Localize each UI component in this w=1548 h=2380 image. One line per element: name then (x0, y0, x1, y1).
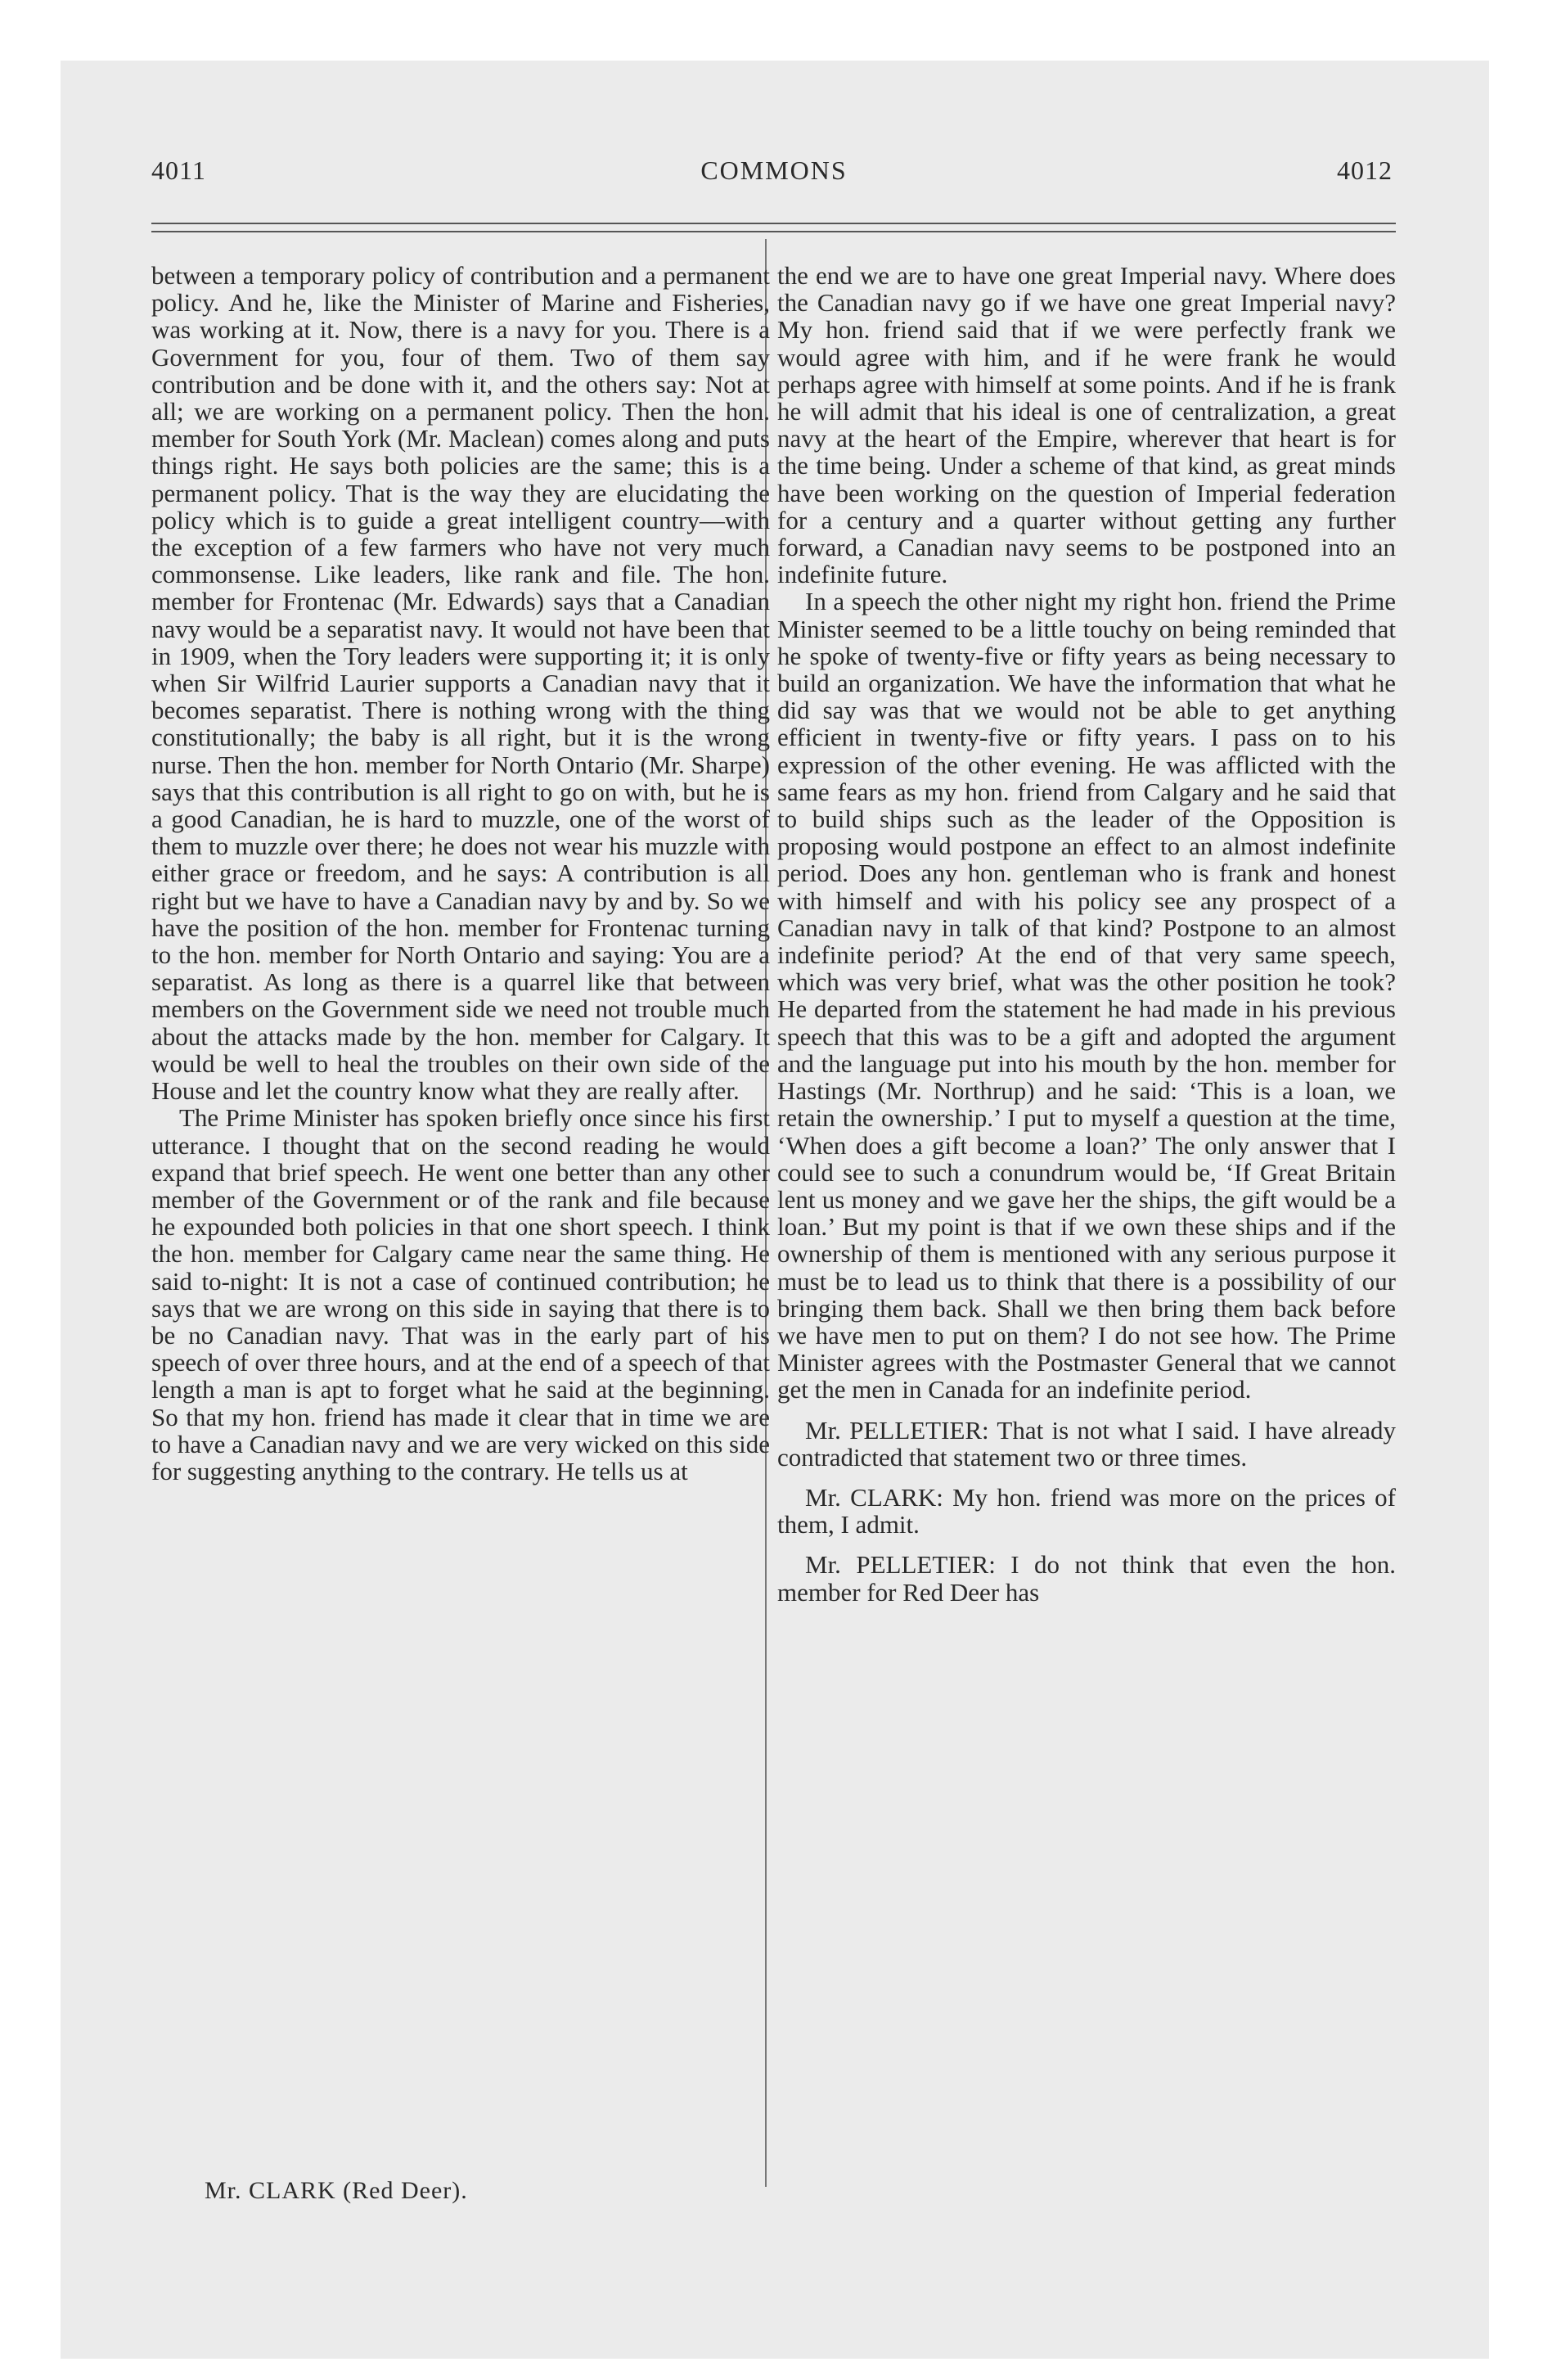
header-rule-bottom (151, 231, 1396, 232)
left-column (151, 262, 770, 1485)
speech-clark: Mr. CLARK: My hon. friend was more on the prices of them, I admit. (777, 1482, 1396, 1539)
speech-pelletier-1: Mr. PELLETIER: That is not what I said. I have already contradicted that statement two or three times. (777, 1415, 1396, 1472)
speech-pelletier-2: Mr. PELLETIER: I do not think that even the hon. member for Red Deer has (777, 1550, 1396, 1607)
right-paragraph-1: the end we are to have one great Imperial navy. Where does the Canadian navy go if we have one great Imperial navy? My hon. friend said that if we were perfectly frank we would agree with him, and if he were frank he would perhaps agree with himself at some points. And if he is frank he will admit that his ideal is one of centralization, a great navy at the heart of the Empire, wherever that heart is for the time being. Under a scheme of that kind, as great minds have been working on the question of Imperial federation for a century and a quarter without getting any further forward, a Canadian navy seems to be postponed into an indefinite future. (777, 261, 1396, 589)
running-head-title: COMMONS (700, 156, 848, 185)
right-column (777, 262, 1396, 1606)
left-page-number: 4011 (151, 156, 206, 185)
left-paragraph-2: The Prime Minister has spoken briefly once since his first utterance. I thought that on the second reading he would expand that brief speech. He went one better than any other member of the Government or of the rank and file because he expounded both policies in that one short speech. I think the hon. member for Calgary came near the same thing. He said to-night: It is not a case of continued contribution; he says that we are wrong on this side in saying that there is to be no Canadian navy. That was in the early part of his speech of over three hours, and at the end of a speech of that length a man is apt to forget what he said at the beginning. So that my hon. friend has made it clear that in time we are to have a Canadian navy and we are very wicked on this side for suggesting anything to the contrary. He tells us at (151, 1103, 770, 1485)
page-footer-speaker: Mr. CLARK (Red Deer). (205, 2177, 468, 2204)
right-page-number: 4012 (1337, 156, 1393, 185)
right-paragraph-2: In a speech the other night my right hon. friend the Prime Minister seemed to be a little touchy on being reminded that he spoke of twenty-five or fifty years as being necessary to build an organization. We have the information that what he did say was that we would not be able to get anything efficient in twenty-five or fifty years. I pass on to his expression of the other evening. He was afflicted with the same fears as my hon. friend from Calgary and he said that to build ships such as the leader of the Opposition is proposing would postpone an effect to an almost indefinite period. Does any hon. gentleman who is frank and honest with himself and with his policy see any prospect of a Canadian navy in talk of that kind? Postpone to an almost indefinite period? At the end of that very same speech, which was very brief, what was the other position he took? He departed from the statement he had made in his previous speech that this was to be a gift and adopted the argument and the language put into his mouth by the hon. member for Hastings (Mr. Northrup) and he said: ‘This is a loan, we retain the ownership.’ I put to myself a question at the time, ‘When does a gift become a loan?’ The only answer that I could see to such a conundrum would be, ‘If Great Britain lent us money and we gave her the ships, the gift would be a loan.’ But my point is that if we own these ships and if the ownership of them is mentioned with any serious purpose it must be to lead us to think that there is a possibility of our bringing them back. Shall we then bring them back before we have men to put on them? I do not see how. The Prime Minister agrees with the Postmaster General that we cannot get the men in Canada for an indefinite period. (777, 587, 1396, 1404)
left-paragraph-1: between a temporary policy of contribution and a permanent policy. And he, like the Minister of Marine and Fisheries, was working at it. Now, there is a navy for you. There is a Government for you, four of them. Two of them say contribution and be done with it, and the others say: Not at all; we are working on a permanent policy. Then the hon. member for South York (Mr. Maclean) comes along and puts things right. He says both policies are the same; this is a permanent policy. That is the way they are elucidating the policy which is to guide a great intelligent country—with the exception of a few farmers who have not very much commonsense. Like leaders, like rank and file. The hon. member for Frontenac (Mr. Edwards) says that a Canadian navy would be a separatist navy. It would not have been that in 1909, when the Tory leaders were supporting it; it is only when Sir Wilfrid Laurier supports a Canadian navy that it becomes separatist. There is nothing wrong with the thing constitutionally; the baby is all right, but it is the wrong nurse. Then the hon. member for North Ontario (Mr. Sharpe) says that this contribution is all right to go on with, but he is a good Canadian, he is hard to muzzle, one of the worst of them to muzzle over there; he does not wear his muzzle with either grace or freedom, and he says: A contribution is all right but we have to have a Canadian navy by and by. So we have the position of the hon. member for Frontenac turning to the hon. member for North Ontario and saying: You are a separatist. As long as there is a quarrel like that between members on the Government side we need not trouble much about the attacks made by the hon. member for Calgary. It would be well to heal the troubles on their own side of the House and let the country know what they are really after. (151, 261, 770, 1106)
header-rule-top (151, 223, 1396, 224)
